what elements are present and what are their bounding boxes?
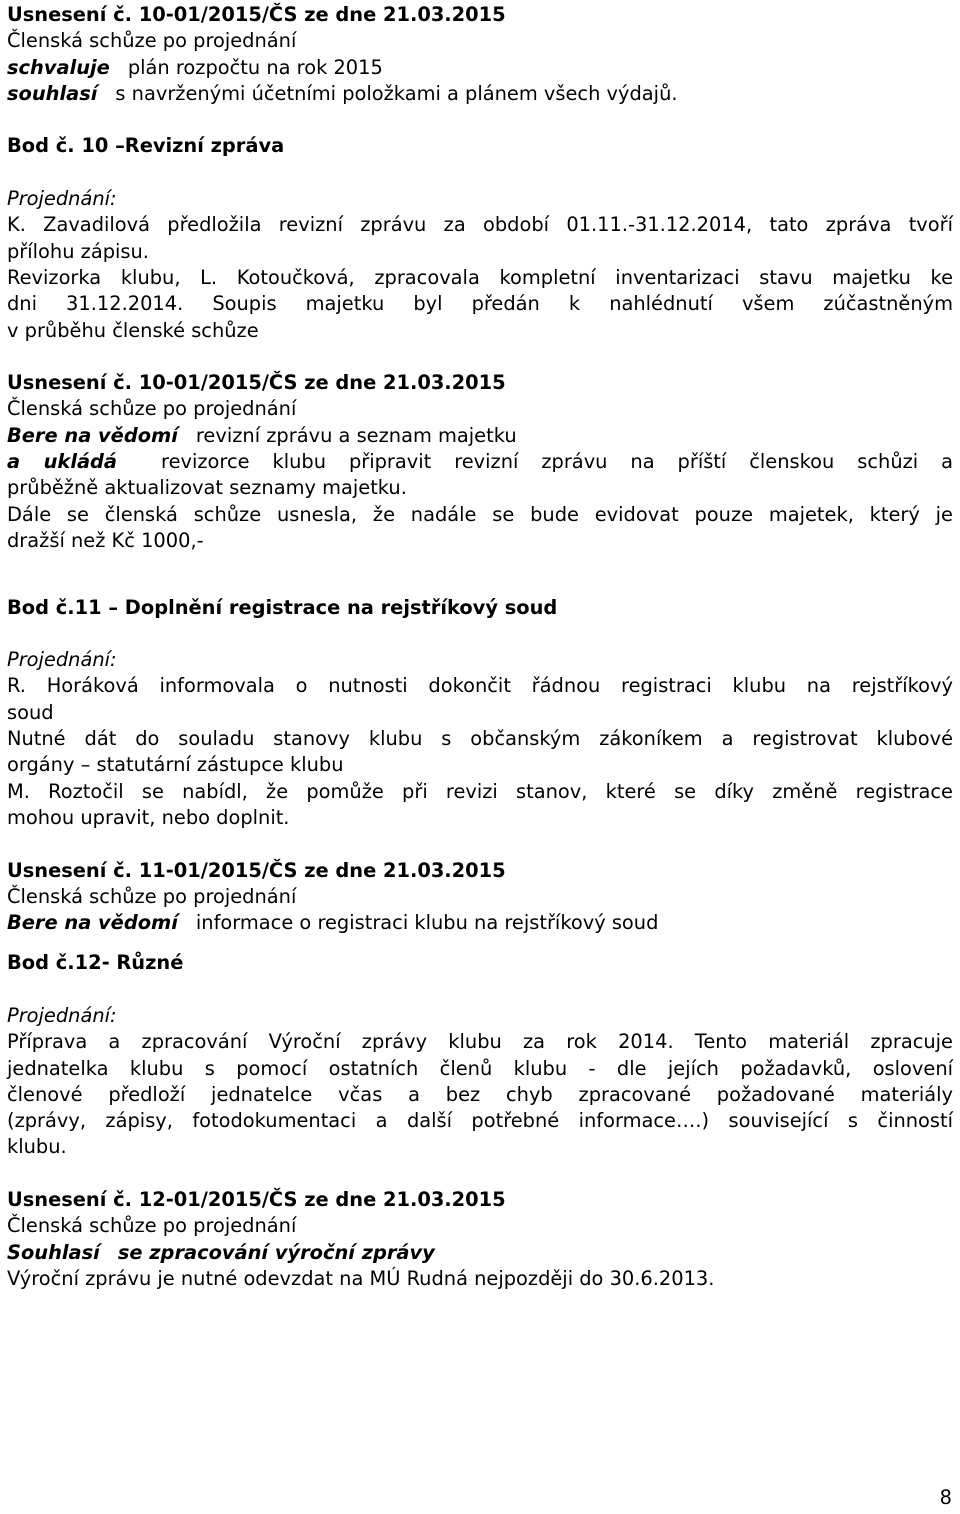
paragraph-line: Revizorka klubu, L. Kotoučková, zpracovala kompletní inventarizaci stavu majetku ke: [7, 265, 953, 289]
paragraph-line: klubu.: [7, 1135, 67, 1159]
paragraph-line: (zprávy, zápisy, fotodokumentaci a další potřebné informace….) související s činností: [7, 1109, 953, 1133]
keyword: schvaluje: [7, 55, 110, 79]
paragraph-line: mohou upravit, nebo doplnit.: [7, 805, 290, 829]
paragraph-line: M. Roztočil se nabídl, že pomůže při revizi stanov, které se díky změně registrace: [7, 779, 953, 803]
resolution-text: informace o registraci klubu na rejstříkový soud: [195, 911, 659, 935]
paragraph-line: K. Zavadilová předložila revizní zprávu za období 01.11.-31.12.2014, tato zpráva tvoří: [7, 213, 953, 237]
resolution-heading: Usnesení č. 11-01/2015/ČS ze dne 21.03.2015: [7, 858, 506, 882]
discussion-label: Projednání:: [7, 1003, 117, 1027]
paragraph-line: jednatelka klubu s pomocí ostatních členů klubu - dle jejích požadavků, oslovení: [7, 1056, 953, 1080]
resolution-heading: Usnesení č. 10-01/2015/ČS ze dne 21.03.2015: [7, 371, 506, 395]
page-number: 8: [939, 1486, 952, 1509]
keyword: Souhlasí: [7, 1240, 100, 1264]
resolution-text: revizorce klubu připravit revizní zprávu na příští členskou schůzi a: [161, 450, 954, 474]
keyword: a ukládá: [7, 450, 118, 474]
resolution-intro: Členská schůze po projednání: [7, 29, 297, 53]
paragraph-line: členové předloží jednatelce včas a bez chyb zpracované požadované materiály: [7, 1082, 953, 1106]
resolution-heading: Usnesení č. 12-01/2015/ČS ze dne 21.03.2015: [7, 1188, 506, 1212]
resolution-text: s navrženými účetními položkami a plánem všech výdajů.: [115, 81, 678, 105]
resolution-intro: Členská schůze po projednání: [7, 397, 297, 421]
resolution-line: [7, 55, 953, 81]
resolution-line: [7, 1240, 953, 1266]
resolution-intro: Členská schůze po projednání: [7, 1214, 297, 1238]
section-title: Bod č. 10 –Revizní zpráva: [7, 134, 285, 158]
paragraph-line: dni 31.12.2014. Soupis majetku byl předán k nahlédnutí všem zúčastněným: [7, 292, 953, 316]
resolution-line: [7, 81, 953, 107]
keyword: Bere na vědomí: [7, 911, 178, 935]
paragraph-line: v průběhu členské schůze: [7, 318, 259, 342]
resolution-line: dražší než Kč 1000,-: [7, 528, 204, 552]
paragraph-line: Příprava a zpracování Výroční zprávy klubu za rok 2014. Tento materiál zpracuje: [7, 1030, 953, 1054]
resolution-text: se zpracování výroční zprávy: [117, 1240, 435, 1264]
resolution-intro: Členská schůze po projednání: [7, 884, 297, 908]
resolution-line: [7, 449, 953, 475]
resolution-text: revizní zprávu a seznam majetku: [195, 423, 517, 447]
resolution-line: Výroční zprávu je nutné odevzdat na MÚ Rudná nejpozději do 30.6.2013.: [7, 1266, 715, 1290]
keyword: souhlasí: [7, 81, 98, 105]
discussion-label: Projednání:: [7, 187, 117, 211]
resolution-line: Dále se členská schůze usnesla, že nadále se bude evidovat pouze majetek, který je: [7, 502, 953, 526]
document-page: [7, 2, 953, 1292]
resolution-line: průběžně aktualizovat seznamy majetku.: [7, 476, 407, 500]
section-title: Bod č.11 – Doplnění registrace na rejstříkový soud: [7, 595, 558, 619]
resolution-line: [7, 423, 953, 449]
paragraph-line: orgány – statutární zástupce klubu: [7, 753, 344, 777]
paragraph-line: R. Horáková informovala o nutnosti dokončit řádnou registraci klubu na rejstříkový: [7, 674, 953, 698]
resolution-heading: Usnesení č. 10-01/2015/ČS ze dne 21.03.2015: [7, 3, 506, 26]
resolution-line: [7, 910, 953, 936]
section-title: Bod č.12- Různé: [7, 951, 184, 975]
paragraph-line: soud: [7, 700, 54, 724]
keyword: Bere na vědomí: [7, 423, 178, 447]
paragraph-line: Nutné dát do souladu stanovy klubu s občanským zákoníkem a registrovat klubové: [7, 727, 953, 751]
resolution-text: plán rozpočtu na rok 2015: [127, 55, 383, 79]
discussion-label: Projednání:: [7, 648, 117, 672]
paragraph-line: přílohu zápisu.: [7, 239, 149, 263]
